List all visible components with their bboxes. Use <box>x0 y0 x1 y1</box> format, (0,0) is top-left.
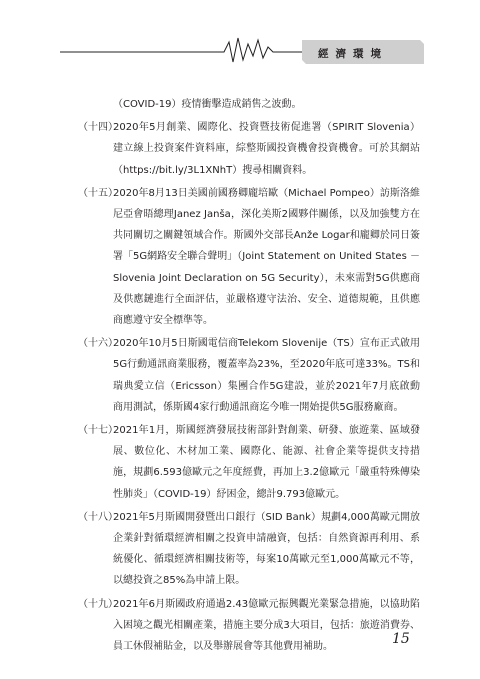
page-number: 15 <box>392 631 410 647</box>
item-number: （十五） <box>78 187 118 199</box>
list-item <box>78 333 420 418</box>
header-heartbeat-line <box>0 0 480 70</box>
item-number: （十四） <box>78 122 118 134</box>
item-text: 2020年10月5日斯國電信商Telekom Slovenije（TS）宣布正式啟用5G行動通訊商業服務，覆蓋率為23%，至2020年底可達33%。TS和瑞典愛立信（Ericsson）集團合作5G建設，並於2021年7月底啟動商用測試，係斯國4家行動通訊商迄今唯一開始提供5G服務廠商。 <box>113 338 420 413</box>
page-header <box>0 0 480 70</box>
list-item <box>78 183 420 331</box>
item-number: （十八） <box>78 511 118 523</box>
item-text: 2020年8月13日美國前國務卿龐培歐（Michael Pompeo）訪斯洛維尼亞會晤總理Janez Janša，深化美斯2國夥伴關係，以及加強雙方在共同關切之關鍵領域合作。斯國外交部長Anže Logar和龐卿於同日簽署「5G網路安全聯合聲明」（Joint Statement on United States － Slovenia Joint Declaration on 5G Security），未來需對5G供應商及供應鏈進行全面評估，並嚴格遵守法治、安全、道德規範，且供應商應遵守安全標準等。 <box>113 187 420 327</box>
item-text: 2021年6月斯國政府通過2.43億歐元振興觀光業緊急措施，以協助陷入困境之觀光相關產業，措施主要分成3大項目，包括：旅遊消費券、員工休假補貼金，以及舉辦展會等其他費用補助。 <box>113 598 420 653</box>
item-number: （十七） <box>78 425 118 437</box>
item-text: 2021年5月斯國開發暨出口銀行（SID Bank）規劃4,000萬歐元開放企業針對循環經濟相關之投資申請融資，包括：自然資源再利用、系統優化、循環經濟相關技術等，每案10萬歐元至1,000萬歐元不等，以總投資之85%為申請上限。 <box>113 511 420 587</box>
list-item <box>78 507 420 592</box>
item-text: 2021年1月，斯國經濟發展技術部針對創業、研發、旅遊業、區域發展、數位化、木材加工業、國際化、能源、社會企業等提供支持措施，規劃6.593億歐元之年度經費，再加上3.2億歐元「嚴重特殊傳染性肺炎」（COVID-19）紓困金，總計9.793億歐元。 <box>113 425 420 500</box>
list-item <box>78 94 420 115</box>
item-number: （十九） <box>78 598 118 610</box>
content-list <box>78 94 420 659</box>
list-item <box>78 420 420 505</box>
item-text: （COVID-19）疫情衝擊造成銷售之波動。 <box>113 99 302 110</box>
item-number: （十六） <box>78 338 118 350</box>
list-item <box>78 117 420 181</box>
item-text: 2020年5月創業、國際化、投資暨技術促進署（SPIRIT Slovenia）建立線上投資案件資料庫，綜整斯國投資機會投資機會。可於其網站（https://bit.ly/3L1XNhT）搜尋相關資料。 <box>113 122 420 176</box>
section-title: 經濟環境 <box>318 48 388 60</box>
list-item <box>78 594 420 658</box>
